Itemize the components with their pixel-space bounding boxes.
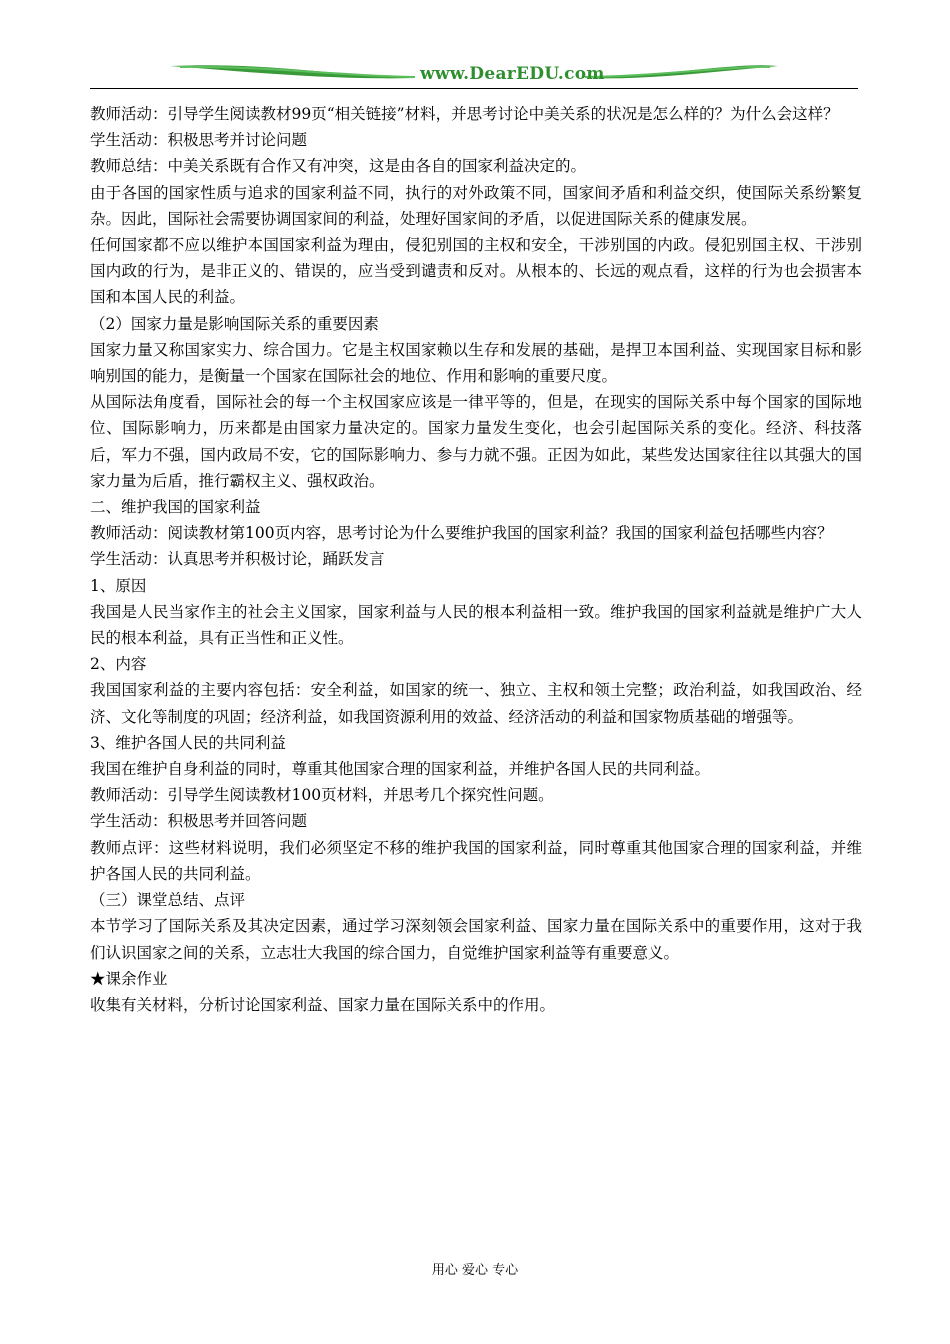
paragraph: 学生活动：认真思考并积极讨论，踊跃发言 <box>90 550 385 569</box>
paragraph: 我国在维护自身利益的同时，尊重其他国家合理的国家利益，并维护各国人民的共同利益。 <box>90 760 711 779</box>
paragraph: 从国际法角度看，国际社会的每一个主权国家应该是一律平等的，但是，在现实的国际关系中每个国家的国际地位、国际影响力，历来都是由国家力量决定的。国家力量发生变化，也会引起国际关系的变化。经济、科技落后，军力不强，国内政局不安，它的国际影响力、参与力就不强。正因为如此，某些发达国家往往以其强大的国家力量为后盾，推行霸权主义、强权政治。 <box>90 393 862 490</box>
paragraph: 学生活动：积极思考并回答问题 <box>90 812 308 831</box>
section-heading: 2、内容 <box>90 655 147 674</box>
paragraph: 教师活动：引导学生阅读教材100页材料，并思考几个探究性问题。 <box>90 786 554 805</box>
paragraph: 教师活动：阅读教材第100页内容，思考讨论为什么要维护我国的国家利益？我国的国家利益包括哪些内容？ <box>90 524 833 543</box>
section-heading: ★课余作业 <box>90 969 168 988</box>
paragraph: 本节学习了国际关系及其决定因素，通过学习深刻领会国家利益、国家力量在国际关系中的重要作用，这对于我们认识国家之间的关系，立志壮大我国的综合国力，自觉维护国家利益等有重要意义。 <box>90 917 862 962</box>
paragraph: 由于各国的国家性质与追求的国家利益不同，执行的对外政策不同，国家间矛盾和利益交织，使国际关系纷繁复杂。因此，国际社会需要协调国家间的利益，处理好国家间的矛盾，以促进国际关系的健康发展。 <box>90 183 862 228</box>
paragraph: 我国是人民当家作主的社会主义国家，国家利益与人民的根本利益相一致。维护我国的国家利益就是维护广大人民的根本利益，具有正当性和正义性。 <box>90 602 862 648</box>
section-heading: 1、原因 <box>90 576 147 595</box>
paragraph: 我国国家利益的主要内容包括：安全利益，如国家的统一、独立、主权和领土完整；政治利益，如我国政治、经济、文化等制度的巩固；经济利益，如我国资源利用的效益、经济活动的利益和国家物质基础的增强等。 <box>90 681 862 726</box>
paragraph: 任何国家都不应以维护本国国家利益为理由，侵犯别国的主权和安全，干涉别国的内政。侵犯别国主权、干涉别国内政的行为，是非正义的、错误的，应当受到谴责和反对。从根本的、长远的观点看，这样的行为也会损害本国和本国人民的利益。 <box>90 236 862 307</box>
header-rule <box>90 88 858 89</box>
paragraph: 教师点评：这些材料说明，我们必须坚定不移的维护我国的国家利益，同时尊重其他国家合理的国家利益，并维护各国人民的共同利益。 <box>90 838 862 883</box>
paragraph: 教师总结：中美关系既有合作又有冲突，这是由各自的国家利益决定的。 <box>90 157 587 176</box>
paragraph: 收集有关材料，分析讨论国家利益、国家力量在国际关系中的作用。 <box>90 995 556 1014</box>
paragraph: 国家力量又称国家实力、综合国力。它是主权国家赖以生存和发展的基础，是捍卫本国利益、实现国家目标和影响别国的能力，是衡量一个国家在国际社会的地位、作用和影响的重要尺度。 <box>90 340 862 386</box>
section-heading: （三）课堂总结、点评 <box>90 891 246 910</box>
site-header-banner <box>90 58 858 90</box>
page-footer: 用心 爱心 专心 <box>431 1263 519 1278</box>
site-brand: www.DearEDU.com <box>420 64 605 84</box>
section-heading: 二、维护我国的国家利益 <box>90 498 261 517</box>
document-body <box>90 101 862 1018</box>
section-heading: （2）国家力量是影响国际关系的重要因素 <box>90 314 379 333</box>
paragraph: 学生活动：积极思考并讨论问题 <box>90 131 308 150</box>
section-heading: 3、维护各国人民的共同利益 <box>90 733 286 752</box>
paragraph: 教师活动：引导学生阅读教材99页“相关链接”材料，并思考讨论中美关系的状况是怎么样的？为什么会这样？ <box>90 105 839 123</box>
